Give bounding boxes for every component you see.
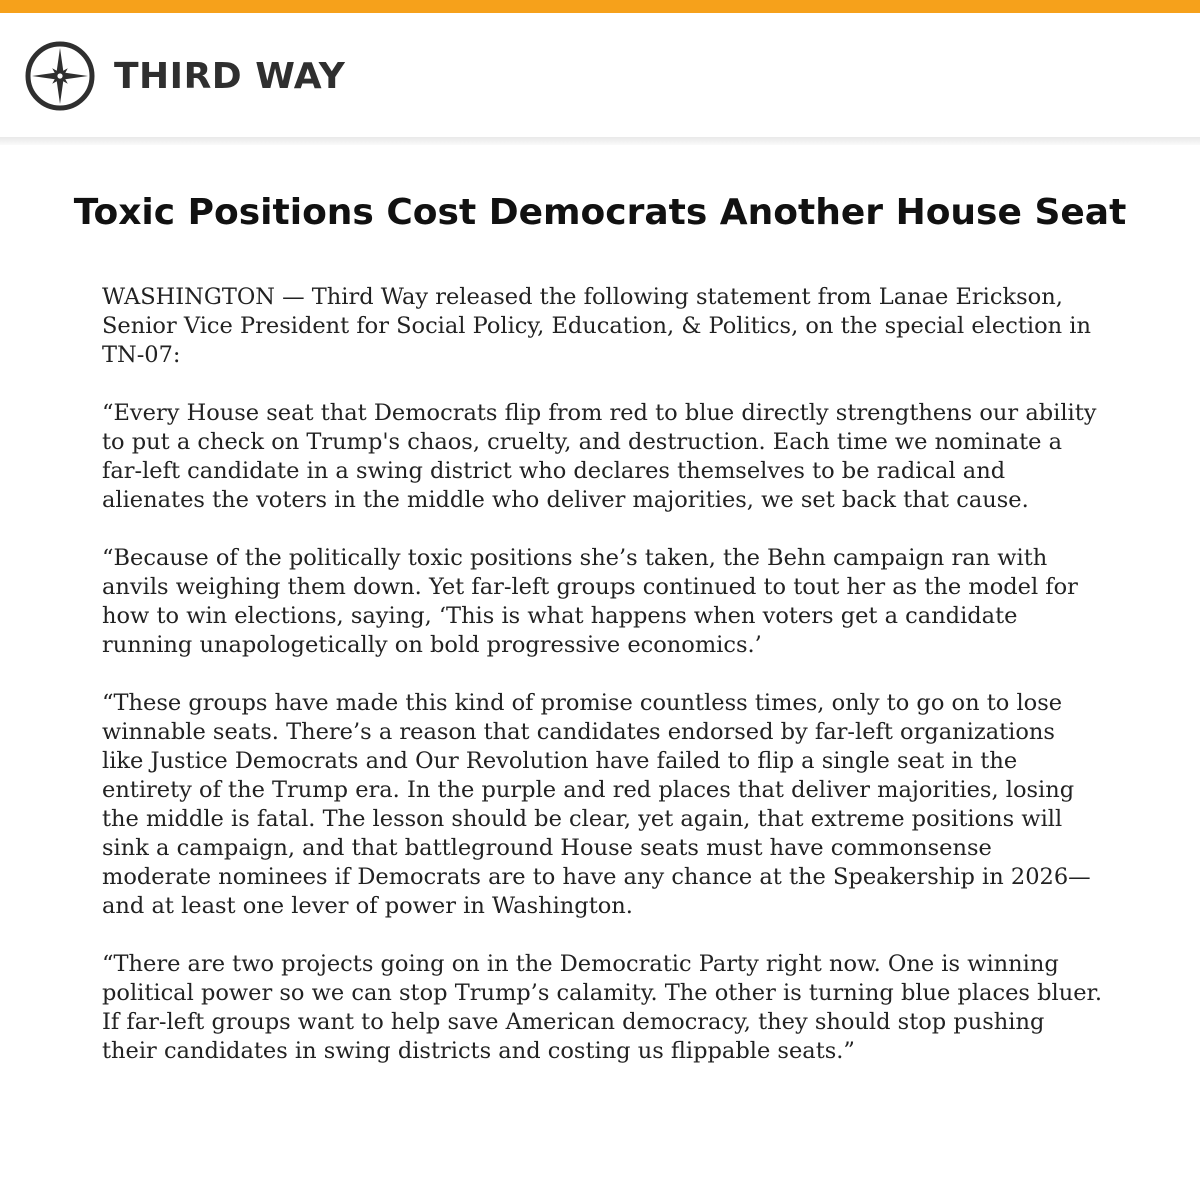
header-divider — [0, 137, 1200, 145]
brand-logo[interactable] — [24, 40, 345, 112]
site-header — [0, 13, 1200, 137]
compass-star-icon — [24, 40, 96, 112]
article-paragraph: “These groups have made this kind of promise countless times, only to go on to lose winnable seats. There’s a reason that candidates endorsed by far-left organizations like Justice Democrats and Our Revolution have failed to flip a single seat in the entirety of the Trump era. In the purple and red places that deliver majorities, losing the middle is fatal. The lesson should be clear, yet again, that extreme positions will sink a campaign, and that battleground House seats must have commonsense moderate nominees if Democrats are to have any chance at the Speakership in 2026—and at least one lever of power in Washington. — [102, 690, 1091, 919]
article-title: Toxic Positions Cost Democrats Another House Seat — [73, 192, 1127, 233]
brand-name: THIRD WAY — [114, 55, 346, 97]
accent-bar — [0, 0, 1200, 13]
article-paragraph: “Every House seat that Democrats flip from red to blue directly strengthens our ability to put a check on Trump's chaos, cruelty, and destruction. Each time we nominate a far-left candidate in a swing district who declares themselves to be radical and alienates the voters in the middle who deliver majorities, we set back that cause. — [102, 400, 1097, 513]
article-paragraph: WASHINGTON — Third Way released the following statement from Lanae Erickson, Senior Vice President for Social Policy, Education, & Politics, on the special election in TN-07: — [102, 284, 1091, 368]
article-paragraph: “Because of the politically toxic positions she’s taken, the Behn campaign ran with anvils weighing them down. Yet far-left groups continued to tout her as the model for how to win elections, saying, ‘This is what happens when voters get a candidate running unapologetically on bold progressive economics.’ — [102, 545, 1078, 658]
article-paragraph: “There are two projects going on in the Democratic Party right now. One is winning political power so we can stop Trump’s calamity. The other is turning blue places bluer. If far-left groups want to help save American democracy, they should stop pushing their candidates in swing districts and costing us flippable seats.” — [102, 951, 1102, 1064]
article-body — [102, 283, 1102, 1095]
